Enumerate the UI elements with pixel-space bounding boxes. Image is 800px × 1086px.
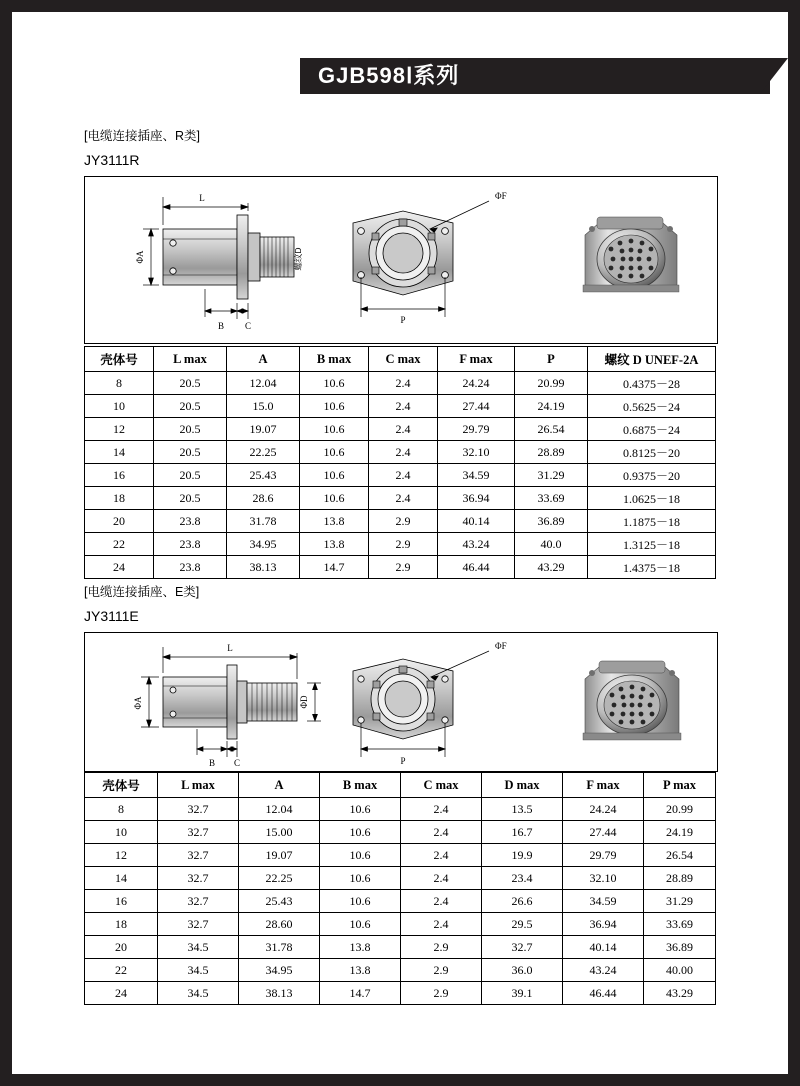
section-1-drawing [85,177,715,341]
cell-bmax: 14.7 [300,556,369,579]
cell-bmax: 10.6 [320,798,401,821]
cell-bmax: 10.6 [320,890,401,913]
table-row [85,556,716,579]
section-2-label: [电缆连接插座、E类] [84,585,200,599]
cell-a: 38.13 [227,556,300,579]
cell-cmax: 2.4 [401,798,482,821]
table-row [85,913,716,936]
cell-thread: 0.4375－28 [588,372,716,395]
table-row [85,821,716,844]
cell-a: 15.0 [227,395,300,418]
table-row [85,510,716,533]
cell-thread: 0.6875－24 [588,418,716,441]
cell-shell: 20 [85,510,154,533]
cell-cmax: 2.4 [369,464,438,487]
cell-lmax: 20.5 [154,441,227,464]
section-2-product-photo [572,655,692,751]
section-2-drawing [85,633,715,769]
cell-fmax: 36.94 [563,913,644,936]
table-row [85,487,716,510]
cell-fmax: 24.24 [438,372,515,395]
cell-lmax: 32.7 [158,844,239,867]
cell-shell: 8 [85,798,158,821]
dim-label-phiF-1: ΦF [495,191,507,201]
cell-dmax: 13.5 [482,798,563,821]
cell-shell: 22 [85,533,154,556]
cell-dmax: 39.1 [482,982,563,1005]
cell-pmax: 36.89 [644,936,716,959]
cell-p: 33.69 [515,487,588,510]
table-row [85,982,716,1005]
cell-cmax: 2.4 [369,395,438,418]
th-shell: 壳体号 [85,347,154,372]
cell-thread: 1.3125－18 [588,533,716,556]
cell-p: 26.54 [515,418,588,441]
dim-label-C-1: C [244,321,252,331]
cell-lmax: 20.5 [154,395,227,418]
cell-bmax: 10.6 [300,418,369,441]
cell-fmax: 32.10 [563,867,644,890]
cell-fmax: 34.59 [563,890,644,913]
cell-fmax: 40.14 [563,936,644,959]
section-2-code: JY3111E [84,608,139,624]
cell-dmax: 36.0 [482,959,563,982]
cell-fmax: 43.24 [438,533,515,556]
cell-lmax: 34.5 [158,982,239,1005]
cell-shell: 8 [85,372,154,395]
header-banner-tail [760,58,788,94]
cell-lmax: 32.7 [158,913,239,936]
cell-a: 38.13 [239,982,320,1005]
cell-cmax: 2.4 [401,913,482,936]
cell-bmax: 10.6 [300,487,369,510]
cell-shell: 20 [85,936,158,959]
cell-pmax: 33.69 [644,913,716,936]
cell-shell: 14 [85,867,158,890]
th-pmax: P max [644,773,716,798]
cell-a: 12.04 [227,372,300,395]
th-lmax: L max [158,773,239,798]
th-bmax: B max [320,773,401,798]
cell-a: 22.25 [239,867,320,890]
cell-lmax: 32.7 [158,890,239,913]
cell-shell: 16 [85,890,158,913]
table-row [85,464,716,487]
table-row [85,395,716,418]
section-1-drawing-panel [84,176,718,344]
cell-thread: 0.8125－20 [588,441,716,464]
dim-label-B-2: B [208,758,216,768]
cell-p: 28.89 [515,441,588,464]
table-header-row [85,347,716,372]
cell-fmax: 27.44 [563,821,644,844]
cell-cmax: 2.9 [401,936,482,959]
cell-fmax: 27.44 [438,395,515,418]
cell-a: 34.95 [239,959,320,982]
cell-fmax: 43.24 [563,959,644,982]
th-fmax: F max [563,773,644,798]
cell-bmax: 10.6 [320,821,401,844]
cell-cmax: 2.9 [369,556,438,579]
cell-bmax: 10.6 [300,372,369,395]
cell-fmax: 36.94 [438,487,515,510]
cell-a: 12.04 [239,798,320,821]
cell-dmax: 29.5 [482,913,563,936]
cell-bmax: 10.6 [300,395,369,418]
cell-p: 40.0 [515,533,588,556]
th-a: A [239,773,320,798]
cell-fmax: 34.59 [438,464,515,487]
table-row [85,798,716,821]
th-a: A [227,347,300,372]
cell-bmax: 13.8 [320,936,401,959]
page-frame-right [788,0,800,1086]
cell-shell: 16 [85,464,154,487]
section-2-spec-table [84,772,716,1005]
cell-pmax: 43.29 [644,982,716,1005]
th-cmax: C max [401,773,482,798]
dim-label-B-1: B [217,321,225,331]
dim-label-P-1: P [400,315,406,325]
cell-cmax: 2.4 [369,418,438,441]
cell-p: 20.99 [515,372,588,395]
table-row [85,936,716,959]
cell-fmax: 29.79 [438,418,515,441]
cell-thread: 1.0625－18 [588,487,716,510]
cell-fmax: 32.10 [438,441,515,464]
dim-label-phiF-2: ΦF [495,641,507,651]
th-thread: 螺纹 D UNEF-2A [588,347,716,372]
cell-shell: 22 [85,959,158,982]
cell-dmax: 32.7 [482,936,563,959]
cell-thread: 0.5625－24 [588,395,716,418]
cell-shell: 10 [85,821,158,844]
cell-shell: 24 [85,982,158,1005]
section-1-label: [电缆连接插座、R类] [84,129,200,143]
dim-label-phiD-2: ΦD [299,695,309,709]
table-row [85,867,716,890]
cell-p: 24.19 [515,395,588,418]
cell-thread: 1.1875－18 [588,510,716,533]
th-p: P [515,347,588,372]
table-row [85,844,716,867]
cell-p: 36.89 [515,510,588,533]
cell-a: 15.00 [239,821,320,844]
th-lmax: L max [154,347,227,372]
cell-pmax: 20.99 [644,798,716,821]
cell-cmax: 2.4 [401,844,482,867]
cell-lmax: 23.8 [154,533,227,556]
cell-lmax: 20.5 [154,372,227,395]
cell-pmax: 24.19 [644,821,716,844]
th-shell: 壳体号 [85,773,158,798]
cell-a: 22.25 [227,441,300,464]
section-1-code: JY3111R [84,152,140,168]
cell-fmax: 24.24 [563,798,644,821]
page-frame-bottom [0,1074,800,1086]
cell-lmax: 32.7 [158,798,239,821]
cell-shell: 14 [85,441,154,464]
cell-dmax: 16.7 [482,821,563,844]
th-fmax: F max [438,347,515,372]
cell-shell: 18 [85,913,158,936]
cell-shell: 18 [85,487,154,510]
section-1-spec-table [84,346,716,579]
cell-lmax: 23.8 [154,556,227,579]
cell-bmax: 10.6 [320,844,401,867]
cell-fmax: 40.14 [438,510,515,533]
cell-lmax: 32.7 [158,867,239,890]
cell-dmax: 19.9 [482,844,563,867]
cell-bmax: 10.6 [320,913,401,936]
cell-a: 28.60 [239,913,320,936]
dim-label-P-2: P [400,756,406,766]
table-row [85,533,716,556]
cell-dmax: 26.6 [482,890,563,913]
page-frame-top [0,0,800,12]
dim-label-C-2: C [233,758,241,768]
cell-lmax: 23.8 [154,510,227,533]
cell-cmax: 2.9 [369,510,438,533]
cell-bmax: 13.8 [300,533,369,556]
table-row [85,418,716,441]
cell-cmax: 2.4 [369,487,438,510]
cell-cmax: 2.4 [369,372,438,395]
cell-thread: 0.9375－20 [588,464,716,487]
cell-cmax: 2.9 [401,982,482,1005]
th-bmax: B max [300,347,369,372]
cell-bmax: 13.8 [300,510,369,533]
dim-label-phiA-1: ΦA [135,250,145,264]
cell-lmax: 20.5 [154,464,227,487]
cell-shell: 12 [85,844,158,867]
table-row [85,372,716,395]
cell-cmax: 2.4 [401,867,482,890]
table-row [85,890,716,913]
cell-bmax: 14.7 [320,982,401,1005]
cell-lmax: 34.5 [158,959,239,982]
cell-cmax: 2.9 [369,533,438,556]
section-2-drawing-panel [84,632,718,772]
cell-pmax: 40.00 [644,959,716,982]
dim-label-phiA-2: ΦA [133,696,143,710]
cell-bmax: 10.6 [300,441,369,464]
cell-fmax: 46.44 [438,556,515,579]
cell-thread: 1.4375－18 [588,556,716,579]
cell-a: 28.6 [227,487,300,510]
cell-a: 31.78 [239,936,320,959]
cell-p: 43.29 [515,556,588,579]
cell-bmax: 13.8 [320,959,401,982]
cell-cmax: 2.4 [401,821,482,844]
table-row [85,441,716,464]
table-row [85,959,716,982]
th-cmax: C max [369,347,438,372]
cell-a: 19.07 [227,418,300,441]
dim-label-L-2: L [227,643,233,653]
cell-pmax: 28.89 [644,867,716,890]
cell-lmax: 34.5 [158,936,239,959]
cell-bmax: 10.6 [320,867,401,890]
cell-a: 25.43 [239,890,320,913]
cell-cmax: 2.9 [401,959,482,982]
page-frame-left [0,0,12,1086]
cell-cmax: 2.4 [369,441,438,464]
cell-lmax: 20.5 [154,487,227,510]
table-header-row [85,773,716,798]
cell-bmax: 10.6 [300,464,369,487]
cell-shell: 10 [85,395,154,418]
cell-pmax: 31.29 [644,890,716,913]
cell-fmax: 46.44 [563,982,644,1005]
cell-lmax: 20.5 [154,418,227,441]
cell-pmax: 26.54 [644,844,716,867]
cell-fmax: 29.79 [563,844,644,867]
section-1-product-photo [572,211,690,307]
cell-a: 25.43 [227,464,300,487]
cell-cmax: 2.4 [401,890,482,913]
cell-p: 31.29 [515,464,588,487]
cell-shell: 12 [85,418,154,441]
page-title: GJB598Ⅰ系列 [318,63,460,88]
th-dmax: D max [482,773,563,798]
cell-a: 34.95 [227,533,300,556]
dim-label-threadD-1: 螺纹D [293,247,303,271]
cell-a: 19.07 [239,844,320,867]
cell-dmax: 23.4 [482,867,563,890]
cell-lmax: 32.7 [158,821,239,844]
dim-label-L-1: L [199,193,205,203]
cell-a: 31.78 [227,510,300,533]
cell-shell: 24 [85,556,154,579]
